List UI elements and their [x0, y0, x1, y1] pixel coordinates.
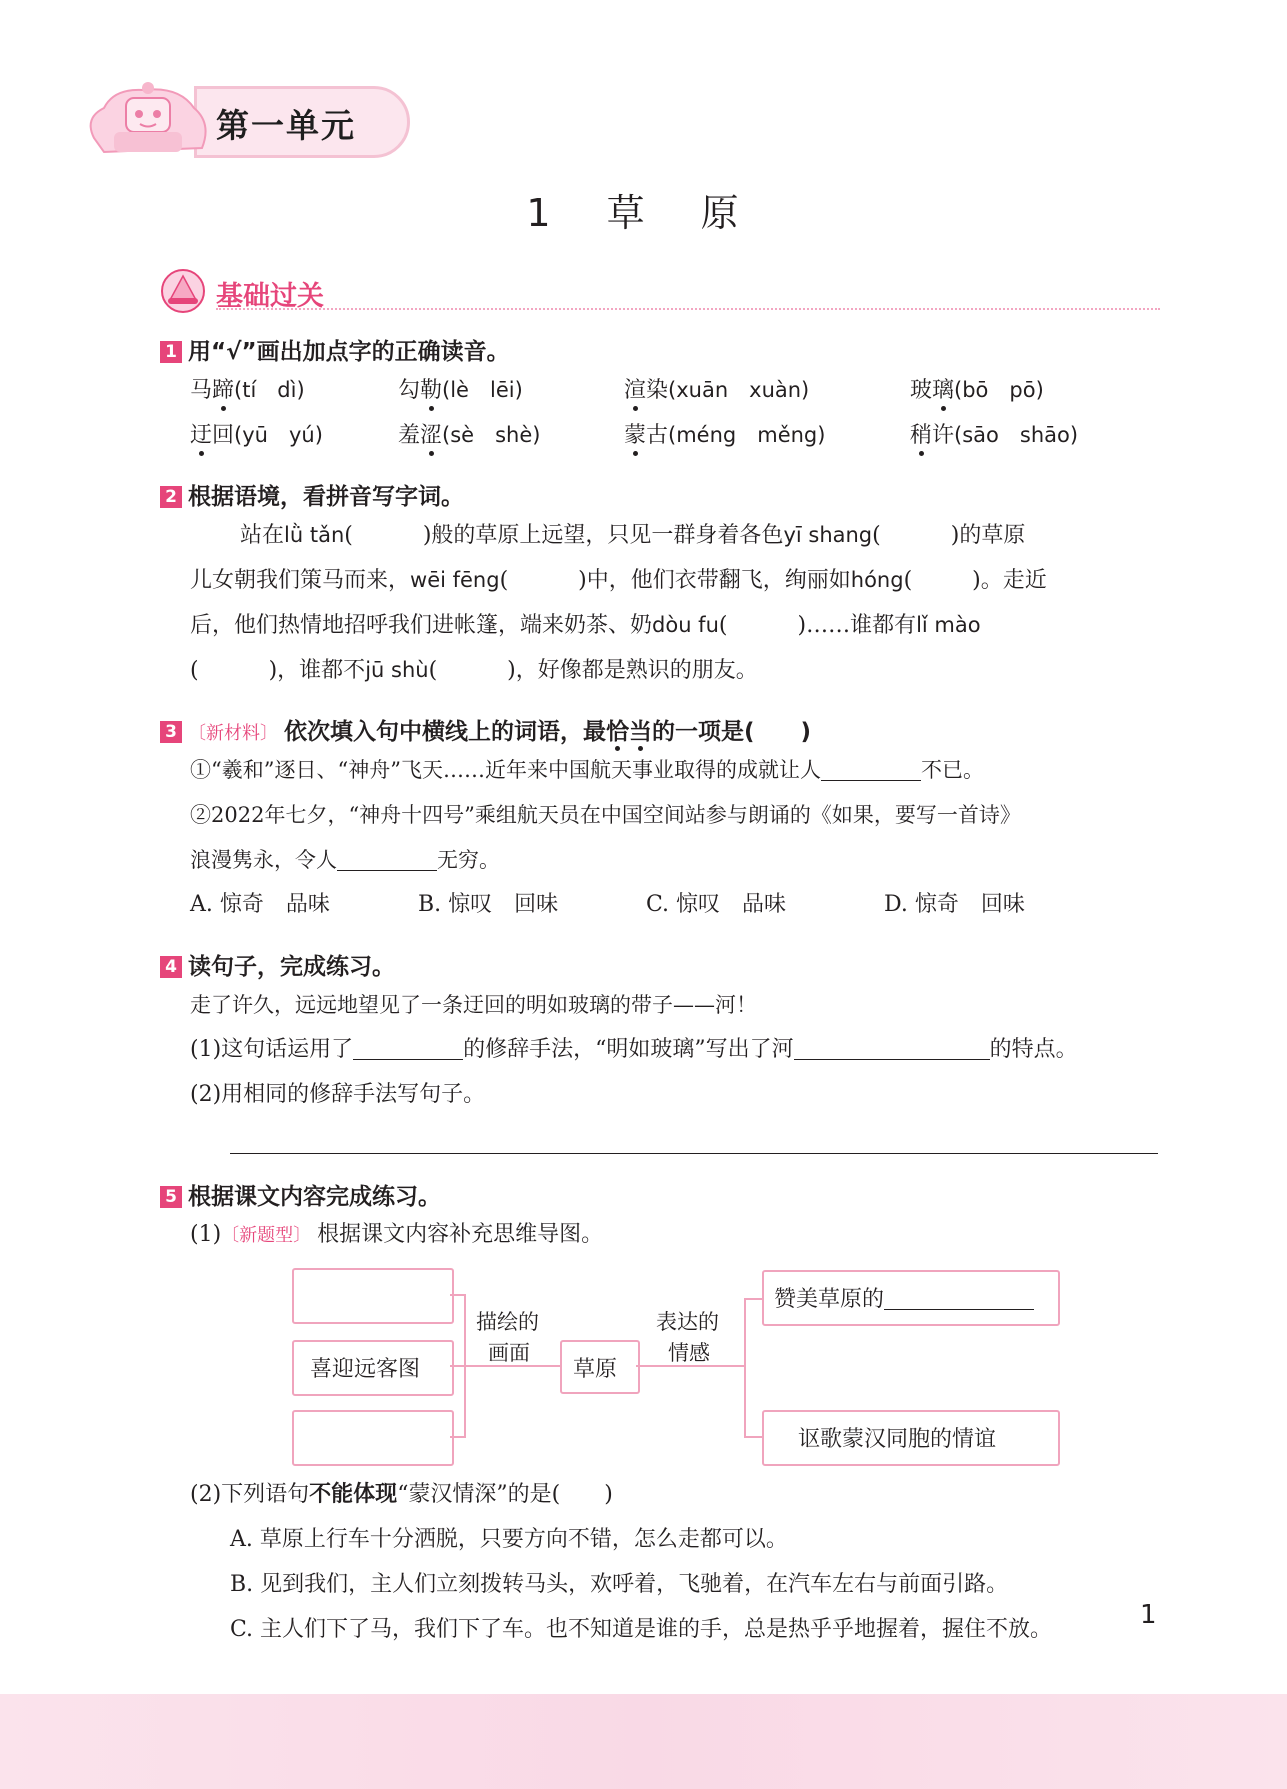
q1-heading [160, 333, 510, 366]
q4-sub-2: (2)用相同的修辞手法写句子。 [190, 1082, 486, 1107]
q3-option-a[interactable]: A. 惊奇 品味 [190, 892, 330, 917]
q5-heading [160, 1178, 441, 1211]
unit-title: 第一单元 [216, 106, 356, 145]
q4-number: 4 [160, 956, 182, 978]
q4-sentence: 走了许久，远远地望见了一条迂回的明如玻璃的带子——河！ [190, 993, 757, 1017]
q3-dotted-char: 当 [629, 713, 652, 746]
q3-prompt: 依次填入句中横线上的词语，最 [284, 719, 606, 745]
q2-pinyin: dòu fu [652, 613, 719, 637]
mind-map-connector [744, 1298, 746, 1438]
q2-text: )般的草原上远望，只见一群身着各色 [422, 523, 784, 548]
q1-char: 许 [932, 423, 955, 448]
q2-text: 后，他们热情地招呼我们进帐篷，端来奶茶、奶 [190, 613, 653, 638]
q2-paren: ( [903, 568, 913, 593]
q5-choice-c[interactable]: C. 主人们下了马，我们下了车。也不知道是谁的手，总是热乎乎地握着，握住不放。 [230, 1617, 1053, 1642]
mind-map-label-emotion: 情感 [668, 1341, 710, 1365]
q4-sub-1 [190, 1035, 1078, 1065]
answer-blank[interactable] [337, 848, 437, 871]
lesson-title: 1 草 原 [526, 191, 761, 235]
q1-dotted-char: 勒 [420, 376, 442, 406]
q4-prompt: 读句子，完成练习。 [188, 954, 395, 980]
q2-text: )中，他们衣带翻飞，绚丽如 [578, 568, 851, 593]
q3-sentence-1 [190, 755, 984, 785]
q3-sentence-3 [190, 845, 500, 875]
q2-pinyin: lǜ tǎn [284, 523, 345, 547]
q5-bold-text: 不能体现 [309, 1482, 398, 1507]
q3-text: ①“羲和”逐日、“神舟”飞天……近年来中国航天事业取得的成就让人 [190, 758, 821, 782]
mind-map-welcome-label: 喜迎远客图 [310, 1357, 421, 1382]
bottom-decor-band [0, 1694, 1287, 1789]
q1-options: (tí dì) [234, 378, 305, 402]
q2-text: )，好像都是熟识的朋友。 [507, 658, 758, 683]
q1-dotted-char: 璃 [932, 376, 954, 406]
q2-text: )。走近 [972, 568, 1047, 593]
q4-text: 的修辞手法，“明如玻璃”写出了河 [463, 1037, 794, 1062]
mind-map-connector [744, 1436, 762, 1438]
answer-blank[interactable] [794, 1037, 990, 1060]
q3-option-d[interactable]: D. 惊奇 回味 [884, 892, 1025, 917]
answer-blank[interactable] [821, 758, 921, 781]
q5-sub-1 [190, 1220, 603, 1251]
q2-text: 儿女朝我们策马而来， [190, 568, 411, 593]
q1-dotted-char: 渲 [624, 376, 646, 406]
q5-tag: 〔新题型〕 [221, 1225, 312, 1246]
q1-options: (sè shè) [442, 423, 541, 447]
q2-line-2 [190, 565, 1047, 596]
q1-dotted-char: 迂 [190, 421, 212, 451]
q1-item [190, 420, 323, 451]
q3-text: 不已。 [920, 758, 984, 782]
q2-line-1 [240, 520, 1025, 551]
q1-item [624, 420, 825, 451]
section-divider [216, 308, 1160, 310]
q1-char: 回 [212, 423, 235, 448]
answer-blank[interactable] [884, 1287, 1034, 1310]
q2-text: )的草原 [950, 523, 1026, 548]
mind-map-label-painted: 描绘的 [476, 1310, 539, 1334]
q1-item: 马蹄(tí dì) [190, 375, 305, 406]
q1-item [398, 375, 523, 406]
mind-map-label-scene: 画面 [488, 1341, 530, 1365]
page-number: 1 [1140, 1600, 1157, 1630]
q2-line-3 [190, 610, 981, 641]
robot-mascot-icon [84, 78, 214, 160]
q3-tag: 〔新材料〕 [188, 723, 278, 744]
q5-text: 根据课文内容补充思维导图。 [317, 1222, 604, 1247]
q2-text: 站在 [240, 523, 285, 548]
answer-line[interactable] [230, 1153, 1158, 1154]
mind-map-connector [744, 1298, 762, 1300]
q3-text: 浪漫隽永，令人 [190, 848, 337, 872]
q5-text: “蒙汉情深”的是( ) [397, 1482, 613, 1507]
q1-char: 玻 [910, 378, 933, 403]
q2-paren: ( [872, 523, 881, 548]
mind-map-praise-label [774, 1282, 1034, 1313]
q2-line-4 [190, 655, 758, 686]
mind-map-praise-text: 赞美草原的 [774, 1287, 885, 1312]
q5-number: 5 [160, 1186, 182, 1208]
q1-item [910, 375, 1044, 406]
q1-options: (sāo shāo) [954, 423, 1079, 447]
q2-paren: ( [344, 523, 353, 548]
q5-choice-b[interactable]: B. 见到我们，主人们立刻拨转马头，欢呼着，飞驰着，在汽车左右与前面引路。 [230, 1572, 1009, 1597]
q5-sub-2 [190, 1480, 613, 1510]
q5-prompt: 根据课文内容完成练习。 [188, 1184, 441, 1210]
mind-map-friendship-label: 讴歌蒙汉同胞的情谊 [798, 1427, 997, 1452]
q2-text: )……谁都有 [797, 613, 917, 638]
q1-dotted-char: 稍 [910, 421, 932, 451]
q2-pinyin: wēi fēng [410, 568, 500, 592]
q2-pinyin: yī shang [783, 523, 873, 547]
q1-item [624, 375, 809, 406]
q3-dotted-char: 恰 [606, 713, 629, 746]
section-header [160, 268, 1160, 318]
q1-options: (bō pō) [954, 378, 1044, 402]
q1-dotted-char: 蒙 [624, 421, 646, 451]
q4-text: 的特点。 [989, 1037, 1078, 1062]
q1-options: (méng měng) [668, 423, 826, 447]
q2-pinyin: jū shù [365, 658, 429, 682]
q1-options: (xuān xuàn) [668, 378, 810, 402]
q2-pinyin: lǐ mào [916, 613, 981, 637]
q1-char: 羞 [398, 423, 421, 448]
q2-paren: ( [499, 568, 509, 593]
q4-heading [160, 948, 395, 981]
q5-text: (2)下列语句 [190, 1482, 310, 1507]
q3-prompt-end: 的一项是( ) [652, 719, 812, 745]
answer-blank[interactable] [353, 1037, 463, 1060]
q2-paren: ( [428, 658, 438, 683]
q1-options: (yū yú) [234, 423, 323, 447]
section-title: 基础过关 [216, 281, 324, 312]
q3-text: 无穷。 [437, 848, 500, 872]
q3-option-c[interactable]: C. 惊叹 品味 [646, 892, 787, 917]
mind-map-blank-box-2[interactable] [292, 1410, 454, 1466]
q1-dotted-char: 涩 [420, 421, 442, 451]
mind-map-blank-box-1[interactable] [292, 1268, 454, 1324]
mind-map-label-express: 表达的 [656, 1310, 719, 1334]
mind-map-center-label: 草原 [573, 1357, 618, 1382]
q1-item [910, 420, 1078, 451]
q2-paren: ( [190, 658, 199, 683]
q1-char: 古 [646, 423, 669, 448]
q5-text: (1) [190, 1222, 222, 1247]
q1-number: 1 [160, 341, 182, 363]
magic-hat-icon [160, 268, 206, 314]
q1-options: (lè lēi) [442, 378, 523, 402]
q2-prompt: 根据语境，看拼音写字词。 [188, 484, 464, 510]
q4-text: (1)这句话运用了 [190, 1037, 354, 1062]
q3-sentence-2: ②2022年七夕，“神舟十四号”乘组航天员在中国空间站参与朗诵的《如果，要写一首诗》 [190, 803, 1021, 827]
q2-heading [160, 478, 464, 511]
q2-text: )，谁都不 [268, 658, 366, 683]
q1-char: 勾 [398, 378, 421, 403]
q1-prompt: 用“√”画出加点字的正确读音。 [188, 339, 510, 365]
q5-choice-a[interactable]: A. 草原上行车十分洒脱，只要方向不错，怎么走都可以。 [230, 1527, 788, 1552]
q2-paren: ( [718, 613, 728, 638]
q1-char: 染 [646, 378, 669, 403]
q1-dotted-char: 蹄 [212, 376, 234, 406]
q1-item [398, 420, 540, 451]
q2-number: 2 [160, 486, 182, 508]
q3-option-b[interactable]: B. 惊叹 回味 [418, 892, 559, 917]
q3-number: 3 [160, 721, 182, 743]
q2-pinyin: hóng [850, 568, 904, 592]
q3-heading [160, 713, 811, 746]
unit-banner [84, 78, 414, 160]
